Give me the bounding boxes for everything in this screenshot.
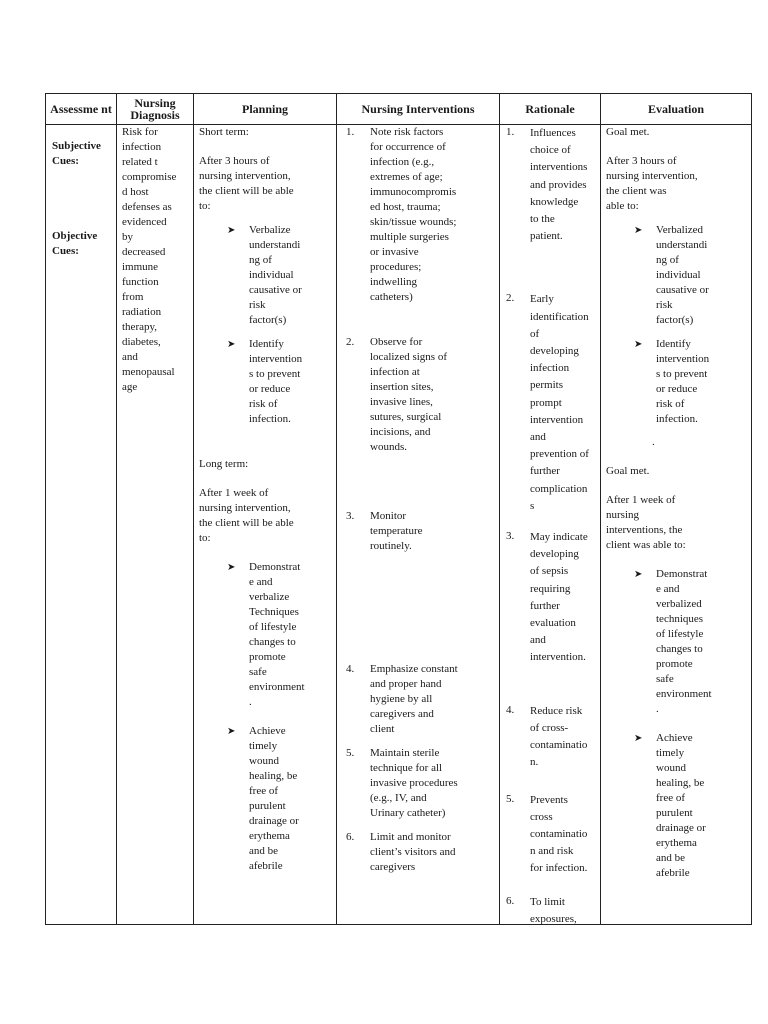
item-line: wounds.	[370, 441, 407, 453]
intervention-item	[342, 125, 498, 305]
goal-line: free of	[249, 785, 279, 797]
item-line: further	[530, 599, 560, 612]
goal-line: factor(s)	[249, 314, 287, 326]
item-line: skin/tissue wounds;	[370, 216, 457, 228]
item-line: exposures,	[530, 912, 577, 925]
goal-bullet	[199, 337, 334, 427]
goal-line: afebrile	[656, 867, 690, 879]
goal-line: verbalize	[249, 591, 290, 603]
item-number: 3.	[346, 510, 355, 522]
rationale-item	[502, 703, 599, 772]
diagnosis-line: and	[122, 351, 138, 363]
diagnosis-line: immune	[122, 261, 159, 273]
arrow-bullet-icon: ➤	[634, 225, 643, 236]
diagnosis-line: compromise	[122, 171, 177, 183]
item-line: intervention	[530, 413, 584, 426]
goal-line: drainage or	[249, 815, 299, 827]
diagnosis-line: related t	[122, 156, 158, 168]
goal-line: e and	[249, 576, 273, 588]
diagnosis-line: from	[122, 291, 144, 303]
goal-line: Achieve	[249, 725, 286, 737]
goal-line: risk of	[249, 398, 278, 410]
item-line: knowledge	[530, 195, 579, 208]
goal-line: ng of	[656, 254, 679, 266]
goal-line: and be	[656, 852, 686, 864]
goal-line: infection.	[656, 413, 698, 425]
evaluation-intro-line: able to:	[606, 200, 639, 212]
item-number: 4.	[346, 663, 355, 675]
arrow-bullet-icon: ➤	[634, 339, 643, 350]
diagnosis-line: age	[122, 381, 138, 393]
goal-line: Demonstrat	[249, 561, 301, 573]
item-line: incisions, and	[370, 426, 431, 438]
item-number: 2.	[346, 336, 355, 348]
goal-line: healing, be	[656, 777, 705, 789]
item-line: infection (e.g.,	[370, 156, 435, 168]
goal-line: or reduce	[249, 383, 291, 395]
goal-line: understandi	[249, 239, 301, 251]
goal-line: e and	[656, 583, 680, 595]
item-line: of cross-	[530, 721, 569, 734]
planning-cell	[199, 125, 334, 874]
goal-line: s to prevent	[249, 368, 301, 380]
item-line: choice of	[530, 144, 571, 157]
diagnosis-cell	[122, 125, 192, 395]
goal-line: free of	[656, 792, 686, 804]
item-line: contaminatio	[530, 827, 588, 840]
goal-line: risk of	[656, 398, 685, 410]
goal-line: changes to	[656, 643, 703, 655]
goal-line: Identify	[656, 338, 691, 350]
goal-line: of lifestyle	[249, 621, 297, 633]
short-term-label: Short term:	[199, 126, 249, 138]
item-line: of sepsis	[530, 565, 569, 578]
goal-line: promote	[656, 658, 693, 670]
header-diagnosis: Nursing Diagnosis	[130, 96, 180, 122]
item-line: localized signs of	[370, 351, 447, 363]
item-number: 2.	[506, 292, 515, 305]
diagnosis-line: evidenced	[122, 216, 167, 228]
column-divider	[499, 94, 500, 924]
goal-line: causative or	[249, 284, 302, 296]
goal-line: verbalized	[656, 598, 702, 610]
item-line: requiring	[530, 582, 571, 595]
item-line: and provides	[530, 178, 587, 191]
intervention-item	[342, 509, 498, 554]
goal-line: intervention	[249, 353, 303, 365]
evaluation-intro-line: After 1 week of	[606, 494, 676, 506]
item-line: (e.g., IV, and	[370, 792, 427, 804]
item-line: May indicate	[530, 531, 588, 544]
header-assessment: Assessme nt	[50, 102, 112, 116]
goal-line: Demonstrat	[656, 568, 708, 580]
item-line: cross	[530, 810, 553, 823]
goal-line: wound	[656, 762, 686, 774]
item-line: permits	[530, 379, 563, 392]
goal-line: or reduce	[656, 383, 698, 395]
long-term-label: Long term:	[199, 458, 249, 470]
goal-bullet	[199, 223, 334, 328]
evaluation-intro-line: After 3 hours of	[606, 155, 677, 167]
goal-line: Achieve	[656, 732, 693, 744]
intervention-item	[342, 662, 498, 737]
item-line: n and risk	[530, 845, 574, 858]
item-line: developing	[530, 548, 579, 561]
goal-met-label: Goal met.	[606, 465, 650, 477]
item-line: extremes of age;	[370, 171, 443, 183]
goal-line: healing, be	[249, 770, 298, 782]
item-line: infection at	[370, 366, 420, 378]
item-number: 1.	[346, 126, 355, 138]
diagnosis-line: Risk for	[122, 126, 158, 138]
goal-bullet	[606, 223, 752, 328]
goal-met-label: Goal met.	[606, 126, 650, 138]
item-line: and	[530, 634, 546, 647]
item-number: 6.	[346, 831, 355, 843]
rationale-item	[502, 894, 599, 928]
item-line: for infection.	[530, 862, 588, 875]
item-line: patient.	[530, 230, 563, 243]
item-line: caregivers and	[370, 708, 434, 720]
item-line: contaminatio	[530, 739, 588, 752]
planning-intro-line: After 3 hours of	[199, 155, 270, 167]
item-line: caregivers	[370, 861, 416, 873]
item-line: Influences	[530, 127, 576, 139]
planning-intro-line: to:	[199, 532, 211, 544]
goal-bullet	[606, 567, 752, 717]
goal-line: promote	[249, 651, 286, 663]
diagnosis-line: menopausal	[122, 366, 175, 378]
goal-bullet	[199, 724, 334, 874]
header-evaluation: Evaluation	[647, 102, 704, 116]
goal-bullet	[199, 560, 334, 710]
goal-line: techniques	[656, 613, 704, 625]
goal-line: of lifestyle	[656, 628, 704, 640]
goal-line: changes to	[249, 636, 296, 648]
item-line: procedures;	[370, 261, 422, 273]
goal-line: erythema	[249, 830, 290, 842]
column-divider	[193, 94, 194, 924]
goal-line: Verbalize	[249, 224, 291, 236]
item-line: immunocompromis	[370, 186, 457, 198]
item-number: 3.	[506, 530, 515, 543]
item-line: Limit and monitor	[370, 831, 451, 843]
item-line: for occurrence of	[370, 141, 446, 153]
item-line: invasive procedures	[370, 777, 458, 789]
item-line: Monitor	[370, 510, 407, 522]
goal-line: infection.	[249, 413, 291, 425]
goal-line: purulent	[249, 800, 286, 812]
diagnosis-line: therapy,	[122, 321, 158, 333]
goal-line: factor(s)	[656, 314, 694, 326]
care-plan-table	[45, 93, 752, 925]
item-line: ed host, trauma;	[370, 201, 441, 213]
item-line: and proper hand	[370, 678, 442, 690]
column-divider	[116, 94, 117, 924]
item-line: and	[530, 431, 546, 444]
diagnosis-line: decreased	[122, 246, 166, 258]
goal-line: risk	[656, 299, 673, 311]
evaluation-intro-line: client was able to:	[606, 539, 686, 551]
rationale-item	[502, 792, 599, 878]
item-line: indwelling	[370, 276, 418, 288]
item-number: 5.	[506, 792, 515, 805]
objective-cues-label: Objective Cues:	[52, 230, 98, 257]
item-line: n.	[530, 756, 539, 769]
goal-line: and be	[249, 845, 279, 857]
item-line: evaluation	[530, 617, 576, 630]
assessment-cell	[52, 139, 114, 259]
intervention-item	[342, 830, 498, 875]
goal-line: erythema	[656, 837, 697, 849]
diagnosis-line: infection	[122, 141, 162, 153]
arrow-bullet-icon: ➤	[634, 569, 643, 580]
rationale-cell	[502, 125, 599, 928]
intervention-item	[342, 335, 498, 455]
goal-line: intervention	[656, 353, 710, 365]
item-line: sutures, surgical	[370, 411, 442, 423]
item-number: 1.	[506, 126, 515, 138]
goal-line: Verbalized	[656, 224, 704, 236]
column-divider	[336, 94, 337, 924]
rationale-item	[502, 125, 599, 245]
item-line: invasive lines,	[370, 396, 433, 408]
goal-line: s to prevent	[656, 368, 708, 380]
goal-line: .	[656, 703, 659, 715]
item-line: catheters)	[370, 291, 413, 303]
planning-intro-line: to:	[199, 200, 211, 212]
goal-line: safe	[249, 666, 267, 678]
item-line: insertion sites,	[370, 381, 434, 393]
diagnosis-line: radiation	[122, 306, 162, 318]
item-line: or invasive	[370, 246, 419, 258]
dot-mark: .	[652, 436, 655, 448]
interventions-cell	[342, 125, 498, 875]
item-line: prevention of	[530, 448, 589, 461]
item-line: Note risk factors	[370, 126, 444, 138]
item-number: 4.	[506, 703, 515, 716]
diagnosis-line: function	[122, 276, 159, 288]
goal-line: individual	[656, 269, 701, 281]
item-line: Prevents	[530, 793, 568, 806]
goal-line: .	[249, 696, 252, 708]
item-line: of	[530, 327, 540, 340]
diagnosis-line: diabetes,	[122, 336, 161, 348]
goal-line: ng of	[249, 254, 272, 266]
planning-intro-line: the client will be able	[199, 517, 294, 529]
item-line: identification	[530, 310, 589, 323]
planning-intro-line: nursing intervention,	[199, 502, 291, 514]
goal-line: environment	[656, 688, 712, 700]
item-number: 6.	[506, 894, 515, 907]
item-line: further	[530, 465, 560, 478]
item-line: technique for all	[370, 762, 443, 774]
header-planning: Planning	[241, 102, 289, 116]
evaluation-intro-line: the client was	[606, 185, 667, 197]
goal-line: causative or	[656, 284, 709, 296]
column-divider	[600, 94, 601, 924]
item-line: Maintain sterile	[370, 747, 440, 759]
goal-line: afebrile	[249, 860, 283, 872]
item-number: 5.	[346, 747, 355, 759]
evaluation-cell	[606, 125, 752, 881]
item-line: multiple surgeries	[370, 231, 449, 243]
evaluation-intro-line: nursing intervention,	[606, 170, 698, 182]
arrow-bullet-icon: ➤	[227, 562, 236, 573]
item-line: client’s visitors and	[370, 846, 456, 858]
item-line: hygiene by all	[370, 693, 433, 705]
item-line: Emphasize constant	[370, 663, 458, 675]
planning-intro-line: After 1 week of	[199, 487, 269, 499]
diagnosis-line: d host	[122, 186, 149, 198]
goal-line: safe	[656, 673, 674, 685]
item-line: to the	[530, 213, 555, 226]
evaluation-intro-line: nursing	[606, 509, 639, 521]
goal-line: drainage or	[656, 822, 706, 834]
rationale-item	[502, 291, 599, 515]
diagnosis-line: defenses as	[122, 201, 172, 213]
diagnosis-line: by	[122, 231, 133, 243]
intervention-item	[342, 746, 498, 821]
goal-line: Identify	[249, 338, 284, 350]
goal-line: understandi	[656, 239, 708, 251]
goal-line: Techniques	[249, 606, 299, 618]
goal-bullet	[606, 337, 752, 427]
item-line: infection	[530, 362, 570, 375]
arrow-bullet-icon: ➤	[227, 726, 236, 737]
header-interventions: Nursing Interventions	[361, 102, 475, 116]
subjective-cues-label: Subjective Cues:	[52, 140, 101, 167]
header-rationale: Rationale	[525, 102, 575, 116]
evaluation-intro-line: interventions, the	[606, 524, 683, 536]
item-line: routinely.	[370, 540, 412, 552]
goal-bullet	[606, 731, 752, 881]
item-line: s	[530, 499, 535, 512]
item-line: client	[370, 723, 395, 735]
goal-line: purulent	[656, 807, 693, 819]
goal-line: risk	[249, 299, 266, 311]
planning-intro-line: the client will be able	[199, 185, 294, 197]
rationale-item	[502, 529, 599, 667]
arrow-bullet-icon: ➤	[227, 339, 236, 350]
item-line: Observe for	[370, 336, 423, 348]
item-line: developing	[530, 345, 579, 358]
goal-line: timely	[249, 740, 278, 752]
item-line: complication	[530, 482, 588, 495]
arrow-bullet-icon: ➤	[634, 733, 643, 744]
item-line: prompt	[530, 396, 562, 409]
item-line: To limit	[530, 895, 565, 908]
item-line: Urinary catheter)	[370, 807, 446, 819]
goal-line: environment	[249, 681, 305, 693]
item-line: Early	[530, 293, 554, 306]
goal-line: individual	[249, 269, 294, 281]
goal-line: wound	[249, 755, 279, 767]
item-line: interventions	[530, 161, 588, 174]
arrow-bullet-icon: ➤	[227, 225, 236, 236]
goal-line: timely	[656, 747, 685, 759]
item-line: intervention.	[530, 651, 586, 664]
planning-intro-line: nursing intervention,	[199, 170, 291, 182]
item-line: Reduce risk	[530, 704, 583, 717]
item-line: temperature	[370, 525, 423, 537]
